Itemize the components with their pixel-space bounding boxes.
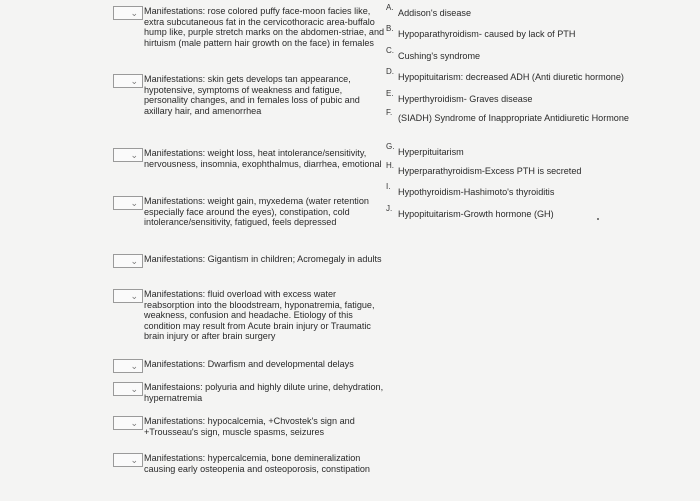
question-text: Manifestations: hypocalcemia, +Chvostek's sign and +Trousseau's sign, muscle spasms, seizures (144, 416, 355, 437)
question-text: Manifestations: skin gets develops tan appearance, hypotensive, symptoms of weakness and fatigue, personality changes, and in females loss of pubic and axillary hair, and amenorrhea (144, 74, 360, 116)
option-text: (SIADH) Syndrome of Inappropriate Antidiuretic Hormone (398, 113, 629, 123)
option-text: Hypopituitarism: decreased ADH (Anti diuretic hormone) (398, 72, 624, 82)
answer-select-3[interactable] (113, 148, 143, 162)
question-text: Manifestations: Gigantism in children; Acromegaly in adults (144, 254, 382, 264)
option-letter: H. (386, 161, 394, 170)
answer-select-2[interactable] (113, 74, 143, 88)
chevron-down-icon: ⌄ (130, 455, 138, 465)
chevron-down-icon: ⌄ (130, 418, 138, 428)
option-letter: I. (386, 182, 391, 191)
answer-select-1[interactable] (113, 6, 143, 20)
option-text: Hypoparathyroidism- caused by lack of PTH (398, 29, 576, 39)
option-letter: D. (386, 67, 394, 76)
question-text: Manifestations: weight loss, heat intolerance/sensitivity, nervousness, insomnia, exophthalmus, diarrhea, emotional (144, 148, 382, 169)
option-text: Hyperthyroidism- Graves disease (398, 94, 533, 104)
option-letter: B. (386, 24, 394, 33)
chevron-down-icon: ⌄ (130, 361, 138, 371)
question-text: Manifestations: weight gain, myxedema (water retention especially face around the eyes), constipation, cold intolerance/sensitivity, fatigued, feels depressed (144, 196, 369, 228)
answer-select-8[interactable] (113, 382, 143, 396)
chevron-down-icon: ⌄ (130, 76, 138, 86)
answer-select-4[interactable] (113, 196, 143, 210)
option-letter: A. (386, 3, 394, 12)
option-text: Hypothyroidism-Hashimoto's thyroiditis (398, 187, 555, 197)
answer-select-6[interactable] (113, 289, 143, 303)
option-letter: G. (386, 142, 395, 151)
option-text: Hyperpituitarism (398, 147, 464, 157)
answer-select-9[interactable] (113, 416, 143, 430)
option-letter: F. (386, 108, 393, 117)
answer-select-10[interactable] (113, 453, 143, 467)
option-letter: J. (386, 204, 393, 213)
chevron-down-icon: ⌄ (130, 384, 138, 394)
answer-select-7[interactable] (113, 359, 143, 373)
option-text: Cushing's syndrome (398, 51, 481, 61)
question-text: Manifestations: fluid overload with excess water reabsorption into the bloodstream, hyponatremia, fatigue, weakness, confusion and headache. Etiology of this condition may result from Acute brain injury or Traumatic brain injury or after brain surgery (144, 289, 375, 342)
stray-dot (597, 218, 599, 220)
question-text: Manifestaions: polyuria and highly dilute urine, dehydration, hypernatremia (144, 382, 384, 403)
option-letter: E. (386, 89, 394, 98)
chevron-down-icon: ⌄ (130, 150, 138, 160)
chevron-down-icon: ⌄ (130, 8, 138, 18)
option-letter: C. (386, 46, 394, 55)
option-text: Addison's disease (398, 8, 472, 18)
question-text: Manifestations: rose colored puffy face-moon facies like, extra subcutaneous fat in the cervicothoracic area-buffalo hump like, purple stretch marks on the abdomen-striae, and hirtuism (male pattern hair growth on the face) in females (144, 6, 385, 48)
question-text: Manifestations: hypercalcemia, bone demineralization causing early osteopenia and osteoporosis, constipation (144, 453, 370, 474)
option-text: Hyperparathyroidism-Excess PTH is secreted (398, 166, 582, 176)
chevron-down-icon: ⌄ (130, 256, 138, 266)
option-text: Hypopituitarism-Growth hormone (GH) (398, 209, 554, 219)
chevron-down-icon: ⌄ (130, 291, 138, 301)
question-text: Manifestations: Dwarfism and developmental delays (144, 359, 354, 369)
answer-select-5[interactable] (113, 254, 143, 268)
chevron-down-icon: ⌄ (130, 198, 138, 208)
